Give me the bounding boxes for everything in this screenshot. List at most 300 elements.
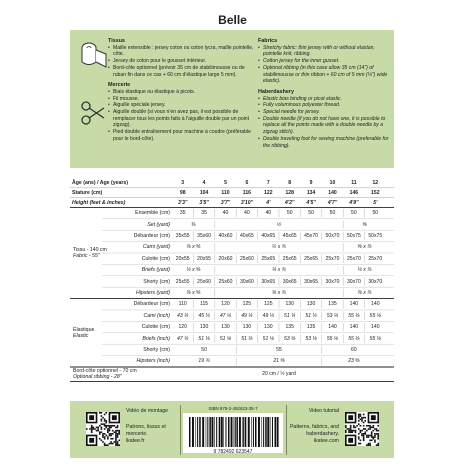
qr-module (360, 443, 362, 445)
elastic-group-value: 51 ¼ (305, 312, 317, 319)
height-ft-row-label: Height (feet & inches) (72, 199, 126, 206)
age-row-cell: 11 (351, 179, 357, 186)
elastic-group-value: 135 (306, 324, 316, 331)
qr-module (369, 443, 371, 445)
qr-module (358, 417, 360, 419)
height-ft-row-cell: 4'5'' (306, 199, 316, 206)
qr-module (109, 443, 111, 445)
qr-finder (112, 415, 117, 420)
qr-module (109, 435, 111, 437)
qr-module (369, 435, 371, 437)
qr-module (353, 425, 355, 427)
qr-module (369, 444, 371, 446)
qr-module (99, 425, 101, 427)
qr-module (91, 431, 93, 433)
qr-module (364, 433, 366, 435)
elastic-group-value: 120 (178, 324, 187, 331)
barcode-bar (197, 417, 198, 447)
qr-module (377, 436, 379, 438)
video-label-en: Video tutorial (308, 408, 339, 414)
qr-module (350, 431, 352, 433)
footer-divider (180, 405, 181, 455)
qr-module (350, 427, 352, 429)
elastic-group-value: 130 (285, 301, 294, 308)
qr-module (115, 436, 117, 438)
elastic-group-value: 110 (178, 301, 187, 308)
qr-module (363, 433, 365, 435)
qr-module (377, 444, 379, 446)
elastic-group-value: 140 (371, 324, 380, 331)
height-cm-row-cell: 116 (242, 189, 251, 196)
qr-module (117, 443, 119, 445)
qr-module (351, 430, 353, 432)
qr-module (99, 412, 101, 414)
qr-finder (371, 415, 376, 420)
list-item: • Maille extensible : jersey coton ou coton lycra, maille pointelle, côte. (108, 45, 256, 58)
qr-module (115, 427, 117, 429)
qr-module (345, 430, 347, 432)
qr-module (117, 427, 119, 429)
qr-module (105, 444, 107, 446)
elastic-group-value: 140 (349, 301, 359, 308)
tissus-list (108, 45, 256, 79)
qr-module (371, 440, 373, 442)
fabric-group-value: 25x65 (304, 255, 319, 262)
qr-module (366, 444, 368, 446)
fabric-group-value: 50 (286, 210, 293, 217)
qr-module (118, 444, 120, 446)
elastic-group-value: 51 ⅛ (241, 335, 253, 342)
fabric-group-value: 25x70 (346, 255, 361, 262)
barcode-bar (258, 417, 260, 447)
ribbing-label-en: Optional ribbing - 28" (73, 374, 122, 381)
qr-module (92, 428, 94, 430)
qr-module (363, 417, 365, 419)
fabric-group-value: 40x60 (218, 232, 233, 239)
qr-module (361, 417, 363, 419)
qr-module (105, 425, 107, 427)
list-item: • Biais élastique ou élastique à picots. (108, 89, 256, 96)
elastic-group-value: 135 (285, 324, 294, 331)
shop-text-en (280, 424, 339, 445)
age-row-cell: 5 (224, 179, 227, 186)
qr-module (96, 430, 98, 432)
fabric-group-value: 25x55 (175, 278, 190, 285)
fabric-roll-icon (80, 40, 108, 70)
qr-module (366, 435, 368, 437)
shop-url-fr[interactable]: ikatee.fr (126, 438, 145, 444)
qr-module (112, 443, 114, 445)
qr-module (360, 431, 362, 433)
fabric-group-value: ¼ x ⅞ (357, 267, 372, 274)
qr-module (348, 428, 350, 430)
barcode-bar (272, 417, 273, 447)
fabric-group-value: 40x65 (261, 232, 276, 239)
fabrics-list (258, 45, 390, 85)
elastic-group-value: 23 ⅝ (348, 358, 360, 365)
elastic-group-value: 49 ¼ (262, 312, 274, 319)
qr-module (102, 417, 104, 419)
list-item: • Stretchy fabric: thin jersey with or without elastan, pointelle knit, ribbing. (258, 45, 390, 58)
qr-module (117, 433, 119, 435)
fabric-group-value: 30x70 (325, 278, 340, 285)
qr-module (374, 428, 376, 430)
qr-module (355, 430, 357, 432)
barcode-bar (248, 417, 250, 447)
qr-module (110, 441, 112, 443)
list-item: • Aiguille spéciale jersey. (108, 102, 256, 109)
qr-module (118, 433, 120, 435)
qr-module (91, 430, 93, 432)
list-item: • Aiguille double (si vous n'en avez pas, il est possible de remplacer tous les points faits à l'aiguille double par un point zigzag). (108, 109, 256, 129)
fabric-group-value: 40x65 (239, 232, 254, 239)
elastic-group-row-label: Débardeur (cm) (133, 301, 170, 308)
qr-module (104, 443, 106, 445)
qr-module (102, 441, 104, 443)
qr-module (105, 422, 107, 424)
qr-module (360, 414, 362, 416)
qr-module (369, 425, 371, 427)
elastic-group-value: 49 ¼ (241, 312, 253, 319)
height-ft-row-cell: 3'5'' (199, 199, 209, 206)
qr-module (360, 415, 362, 417)
qr-module (104, 414, 106, 416)
barcode-bar (267, 417, 269, 447)
qr-module (376, 433, 378, 435)
elastic-group-value: 21 ⅝ (273, 358, 285, 365)
barcode-bar (221, 417, 223, 447)
fabric-group-row-label: Briefs (yard) (141, 267, 170, 274)
qr-finder (348, 438, 353, 443)
qr-module (355, 427, 357, 429)
english-materials-column (258, 38, 390, 149)
qr-module (109, 428, 111, 430)
barcode-bar (235, 417, 236, 447)
qr-module (117, 435, 119, 437)
qr-module (371, 435, 373, 437)
qr-module (363, 436, 365, 438)
ribbing-label (73, 368, 137, 380)
qr-module (350, 425, 352, 427)
qr-module (369, 440, 371, 442)
fabric-group-value: 20x60 (218, 255, 233, 262)
qr-module (94, 428, 96, 430)
qr-module (104, 428, 106, 430)
list-item: • Jersey de coton pour le gousset intérieur. (108, 58, 256, 65)
scissors-icon (80, 100, 106, 126)
qr-module (101, 418, 103, 420)
barcode-digits: 9 782492 623547 (213, 449, 253, 455)
elastic-group-label-fr: Élastique (73, 326, 95, 333)
qr-module (377, 433, 379, 435)
barcode-bar (231, 417, 233, 447)
qr-module (347, 428, 349, 430)
qr-module (363, 435, 365, 437)
barcode-bar (206, 417, 207, 447)
fabric-group-value: 25x65 (282, 255, 297, 262)
qr-module (366, 436, 368, 438)
elastic-group-value: 47 ¼ (177, 335, 189, 342)
age-row-cell: 10 (329, 179, 336, 186)
qr-module (366, 430, 368, 432)
qr-module (104, 425, 106, 427)
qr-module (102, 423, 104, 425)
qr-module (358, 415, 360, 417)
qr-module (373, 438, 375, 440)
qr-module (373, 427, 375, 429)
fabric-group-label-fr: Tissu - 140 cm (73, 247, 107, 253)
qr-module (107, 438, 109, 440)
qr-module (358, 438, 360, 440)
mercerie-list (108, 89, 256, 143)
qr-module (112, 425, 114, 427)
shop-url-en[interactable]: ikatee.com (313, 438, 339, 444)
qr-code-video-en[interactable] (345, 412, 379, 446)
qr-module (109, 430, 111, 432)
section-heading-mercerie: Mercerie (108, 82, 131, 89)
qr-module (104, 433, 106, 435)
elastic-group-value: 51 ¼ (284, 312, 296, 319)
qr-module (358, 414, 360, 416)
qr-module (97, 430, 99, 432)
qr-module (363, 422, 365, 424)
qr-module (377, 435, 379, 437)
qr-module (376, 430, 378, 432)
barcode-bar (239, 417, 241, 447)
fabric-group-value: ¼ x ⅝ (186, 267, 201, 274)
height-cm-row-cell: 98 (179, 189, 186, 196)
qr-module (104, 420, 106, 422)
fabric-group-value: 20x55 (197, 255, 212, 262)
fabric-group-value: 40 (222, 210, 229, 217)
elastic-group-label (73, 327, 94, 339)
fabric-group-value: 25x70 (325, 255, 340, 262)
elastic-group-value: 53 ⅛ (305, 335, 317, 342)
qr-module (368, 428, 370, 430)
fabric-group-value: 50x70 (325, 232, 340, 239)
qr-module (371, 433, 373, 435)
qr-module (356, 425, 358, 427)
fabric-group-row-label: Shorty (cm) (143, 278, 170, 285)
qr-module (371, 431, 373, 433)
fabric-group-row-label: Débardeur (cm) (133, 232, 170, 239)
elastic-group-value: 60 (351, 346, 357, 353)
qr-module (374, 436, 376, 438)
elastic-group-value: 19 ¾ (198, 358, 210, 365)
height-ft-row-cell: 3'3'' (178, 199, 188, 206)
qr-module (358, 423, 360, 425)
qr-module (105, 412, 107, 414)
qr-module (105, 427, 107, 429)
qr-module (348, 430, 350, 432)
qr-module (101, 415, 103, 417)
qr-module (107, 430, 109, 432)
barcode-bar (209, 417, 211, 447)
age-row-label: Âge (ans) / Age (years) (72, 179, 129, 186)
elastic-group-value: 51 ⅛ (262, 335, 274, 342)
qr-module (115, 433, 117, 435)
qr-module (107, 431, 109, 433)
elastic-group-value: 51 ⅛ (198, 335, 210, 342)
qr-module (117, 441, 119, 443)
barcode-bar (243, 417, 244, 447)
qr-module (364, 428, 366, 430)
qr-code-video-fr[interactable] (86, 412, 120, 446)
elastic-group-value: 47 ¼ (219, 312, 232, 319)
barcode-bar (195, 417, 196, 447)
barcode-bar (223, 417, 224, 447)
qr-module (345, 431, 347, 433)
elastic-group-value: 140 (349, 324, 359, 331)
fabric-group-value: 50 (308, 210, 314, 217)
qr-module (97, 427, 99, 429)
fabric-group-row-label: Set (yard) (147, 221, 170, 228)
fabric-group-value: 50x75 (346, 232, 361, 239)
age-row-cell: 4 (202, 179, 206, 186)
qr-module (109, 433, 111, 435)
qr-module (368, 443, 370, 445)
qr-module (104, 436, 106, 438)
qr-module (358, 436, 360, 438)
height-ft-row-cell: 5' (373, 199, 378, 206)
barcode-bar (225, 417, 226, 447)
qr-module (363, 428, 365, 430)
qr-module (110, 443, 112, 445)
elastic-group-value: 140 (328, 324, 337, 331)
qr-module (345, 425, 347, 427)
qr-module (360, 440, 362, 442)
qr-module (115, 444, 117, 446)
qr-module (371, 436, 373, 438)
elastic-group-row-label: Hipsters (inch) (136, 358, 170, 365)
shop-line: Patterns, fabrics, and (289, 424, 339, 430)
elastic-group-value: 130 (306, 301, 316, 308)
list-item: • Elastic bias binding or picot elastic. (258, 96, 390, 103)
height-cm-row-cell: 152 (371, 189, 380, 196)
qr-module (117, 430, 119, 432)
qr-module (99, 431, 101, 433)
fabric-group-value: 30x70 (368, 278, 383, 285)
height-ft-row-cell: 4'9'' (349, 199, 359, 206)
qr-module (115, 441, 117, 443)
barcode (183, 413, 283, 453)
list-item: • Optional ribbing (in this case allow 35 cm (14") of stabilimousse or thin ribbon + 60 cm of 5 mm (¼") wide elastic). (258, 65, 390, 85)
barcode-bar (192, 417, 194, 447)
fabric-group-value: 50 (351, 210, 357, 217)
qr-module (360, 430, 362, 432)
qr-module (358, 443, 360, 445)
fabric-group-value: 35x60 (197, 232, 212, 239)
video-label-fr: Vidéo de montage (126, 408, 169, 414)
list-item: • Double traveling foot for sewing machine (preferable for the ribbing). (258, 136, 390, 149)
elastic-group-value: 115 (200, 301, 209, 308)
list-item: • Special needle for jersey. (258, 109, 390, 116)
elastic-group-value: 43 ¼ (177, 312, 189, 319)
list-item: • Fil mousse. (108, 96, 256, 103)
age-row-cell: 7 (266, 179, 270, 186)
qr-module (358, 420, 360, 422)
height-ft-row-cell: 4'7'' (327, 199, 338, 206)
qr-module (361, 433, 363, 435)
qr-module (115, 431, 117, 433)
qr-module (115, 440, 117, 442)
qr-module (101, 423, 103, 425)
barcode-bar (219, 417, 221, 447)
qr-module (377, 438, 379, 440)
qr-module (374, 440, 376, 442)
elastic-group-value: 130 (242, 324, 252, 331)
height-cm-row-cell: 146 (349, 189, 359, 196)
shop-line: mercerie. (126, 431, 148, 437)
list-item: • Pied double entraînement pour machine à coudre (préférable pour le bord-côte). (108, 129, 256, 142)
qr-module (363, 414, 365, 416)
qr-module (361, 420, 363, 422)
barcode-bar (253, 417, 254, 447)
qr-module (368, 444, 370, 446)
qr-module (355, 431, 357, 433)
elastic-group-value: 120 (221, 301, 230, 308)
qr-module (107, 425, 109, 427)
height-ft-row-cell: 3'10'' (240, 199, 253, 206)
qr-finder (348, 415, 353, 420)
age-row-cell: 8 (288, 179, 292, 186)
fabric-group-value: 30x65 (261, 278, 276, 285)
elastic-group-row-label: Cami (inch) (143, 312, 170, 319)
elastic-group-value: 51 ⅛ (219, 335, 232, 342)
height-cm-row-cell: 104 (199, 189, 209, 196)
qr-module (114, 441, 116, 443)
age-row-cell: 3 (181, 179, 185, 186)
barcode-bar (216, 417, 217, 447)
qr-module (374, 441, 376, 443)
qr-module (105, 435, 107, 437)
fabric-group-row-label: Cami (yard) (142, 244, 170, 251)
barcode-bar (277, 417, 279, 447)
barcode-bar (242, 417, 243, 447)
qr-module (104, 438, 106, 440)
elastic-group-row-label: Culotte (cm) (141, 324, 170, 331)
fabric-group-value: ½ (276, 221, 282, 228)
qr-module (107, 444, 109, 446)
qr-module (109, 427, 111, 429)
barcode-bar (275, 417, 277, 447)
elastic-group-value: 45 ¼ (198, 312, 210, 319)
qr-module (110, 427, 112, 429)
fabric-group-row-label: Ensemble (cm) (135, 210, 170, 217)
qr-module (358, 433, 360, 435)
barcode-bar (228, 417, 230, 447)
fabric-group-value: ⅝ x ⅞ (357, 244, 372, 251)
qr-module (110, 438, 112, 440)
list-item: • Fully voluminous polyester thread. (258, 102, 390, 109)
qr-module (110, 433, 112, 435)
elastic-group-value: 55 ⅛ (348, 312, 360, 319)
barcode-bar (207, 417, 208, 447)
fabric-group-value: ⅝ (362, 221, 367, 228)
list-item: • Bord-côte optionnel (prévoir 35 cm de stabilimousse ou de ruban fin dans ce cas + 60 cm d'élastique large 5 mm). (108, 65, 256, 78)
qr-module (101, 412, 103, 414)
fabric-group-value: 25x60 (239, 255, 254, 262)
qr-module (102, 435, 104, 437)
qr-module (364, 431, 366, 433)
qr-module (91, 428, 93, 430)
haberdashery-list (258, 96, 390, 150)
french-materials-column (108, 38, 256, 143)
qr-module (373, 430, 375, 432)
fabric-group-value: 45x70 (304, 232, 319, 239)
qr-module (89, 428, 91, 430)
qr-module (373, 436, 375, 438)
